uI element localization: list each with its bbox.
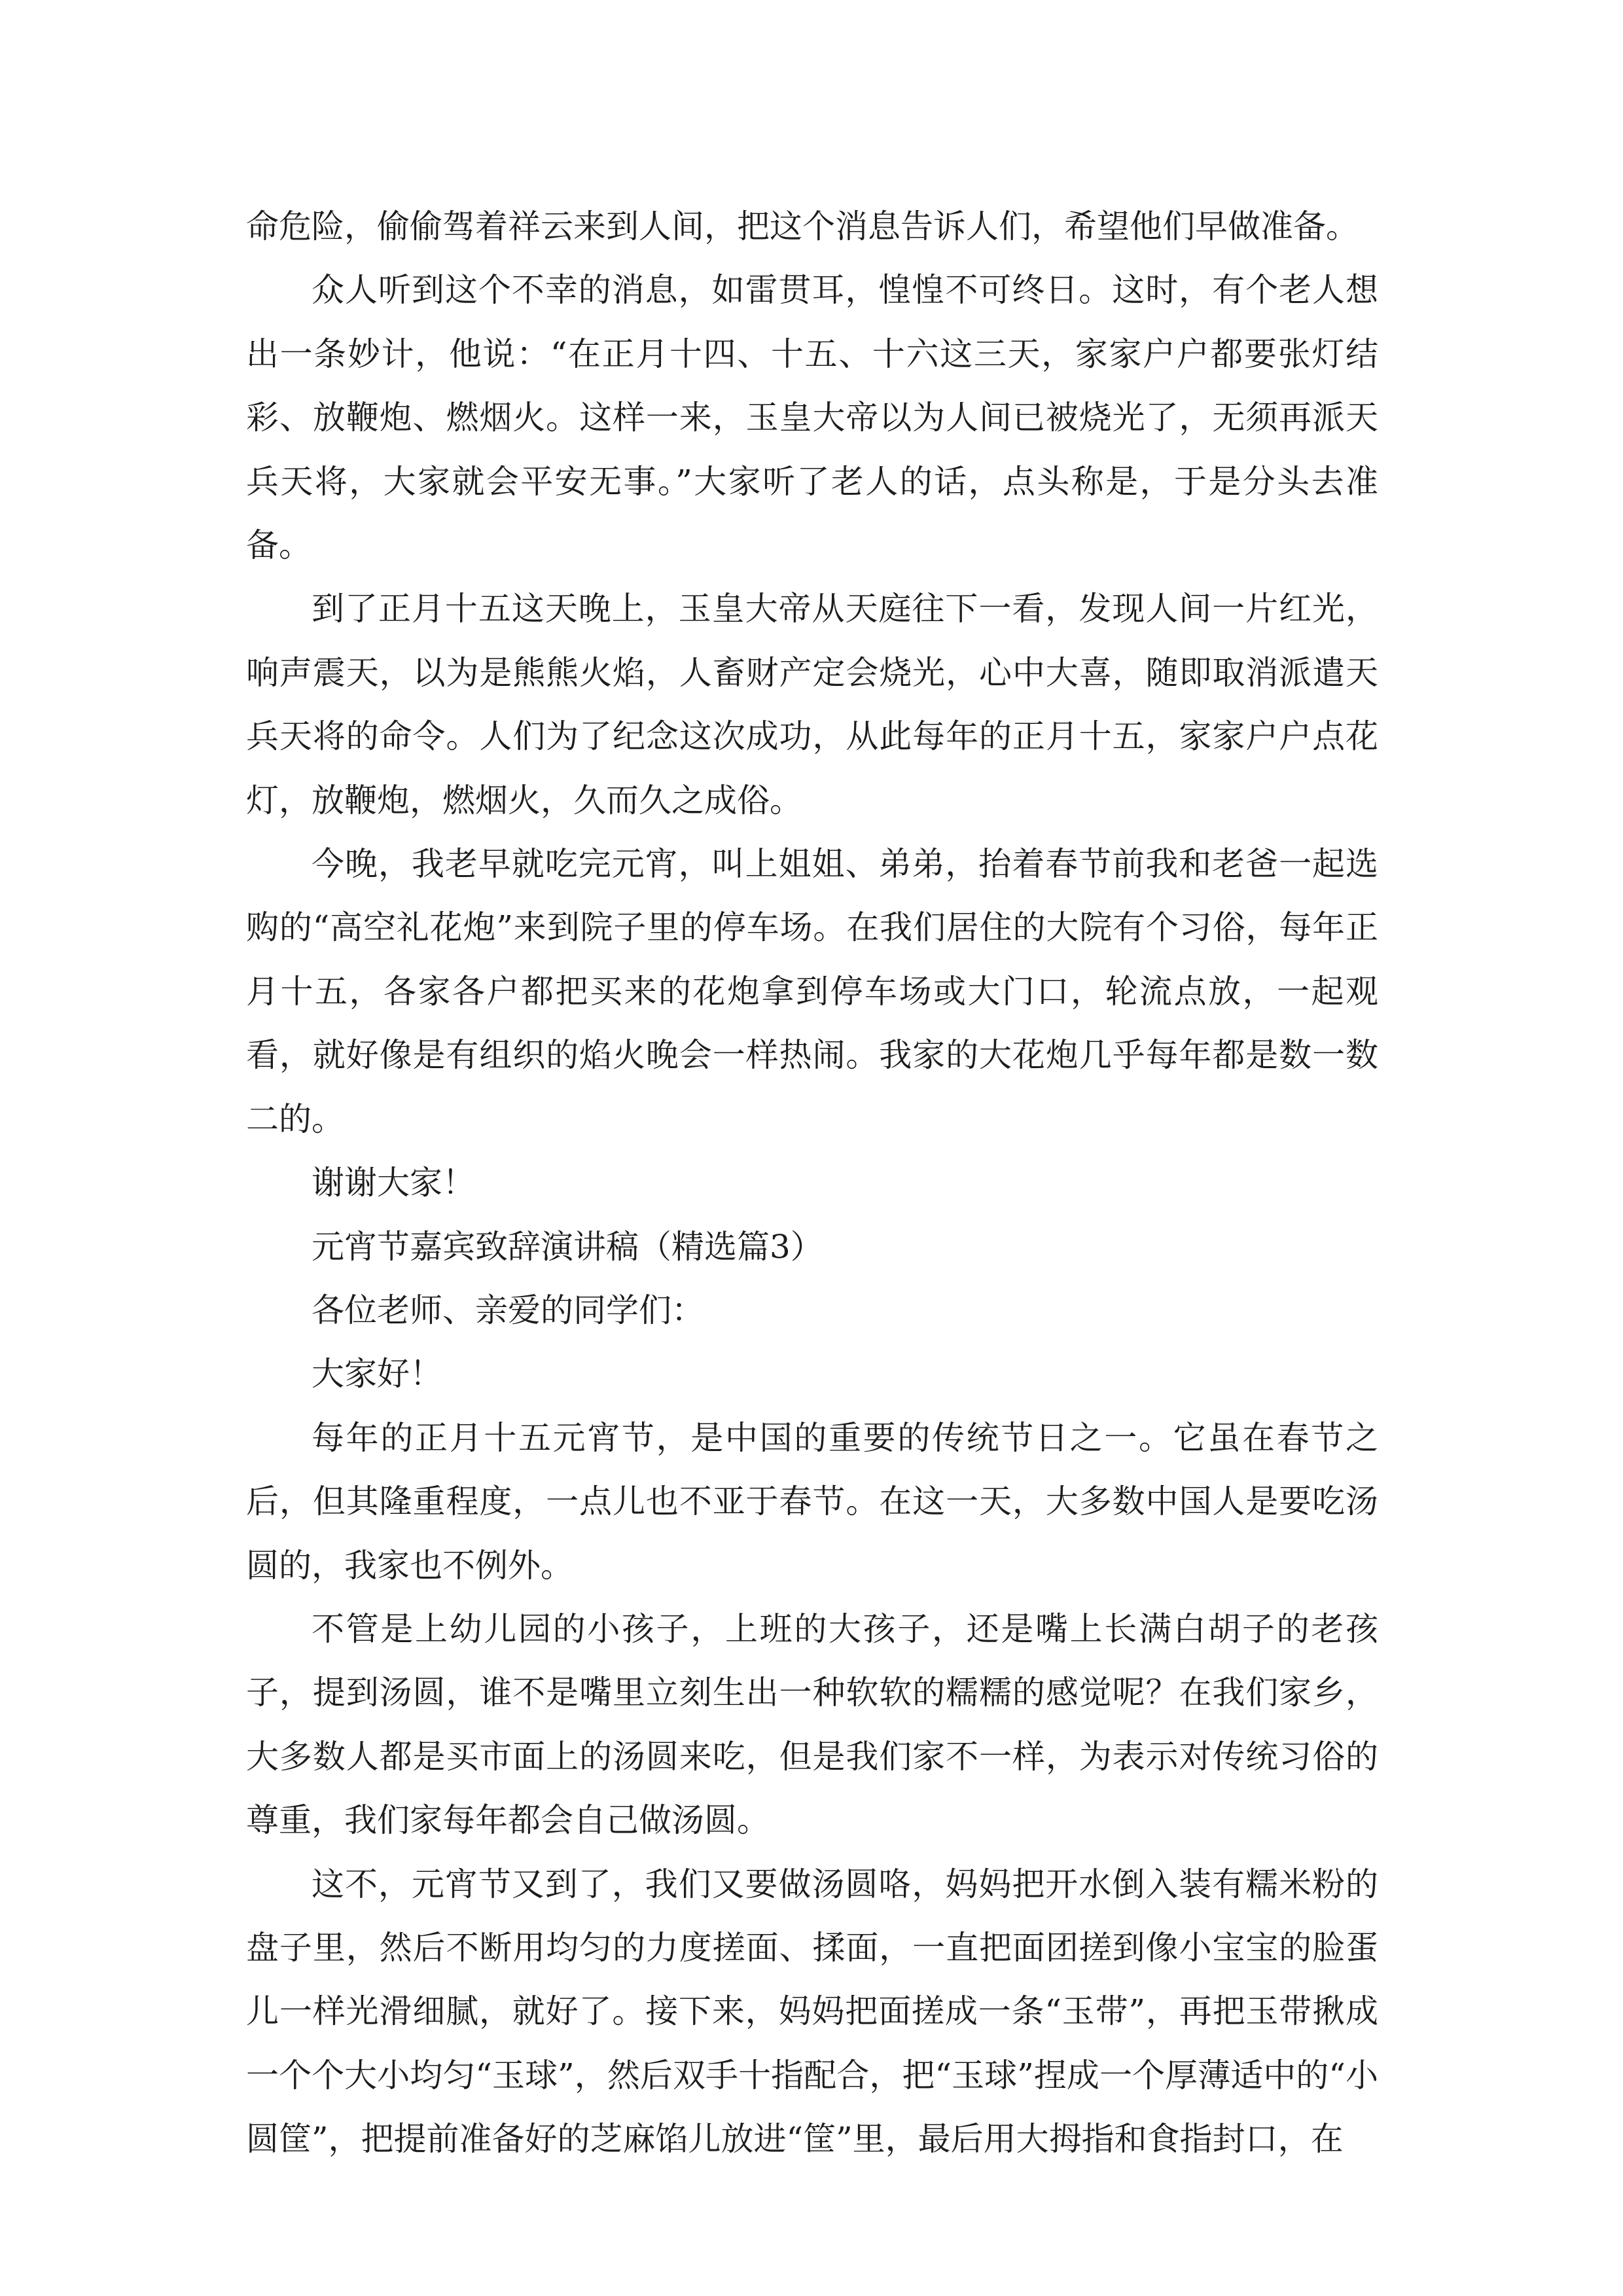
closing-line: 谢谢大家！ [312, 1164, 475, 1202]
paragraph: 这不，元宵节又到了，我们又要做汤圆咯，妈妈把开水倒入装有糯米粉的盘子里，然后不断用均匀的力度搓面、揉面，一直把面团搓到像小宝宝的脸蛋儿一样光滑细腻，就好了。接下来，妈妈把面搓成一条“玉带”，再把玉带揪成一个个大小均匀“玉球”，然后双手十指配合，把“玉球”捏成一个厚薄适中的“小圆筐”，把提前准备好的芝麻馅儿放进“筐”里，最后用大拇指和食指封口，在 [246, 1865, 1378, 2159]
paragraph: 今晚，我老早就吃完元宵，叫上姐姐、弟弟，抬着春节前我和老爸一起选购的“高空礼花炮”来到院子里的停车场。在我们居住的大院有个习俗，每年正月十五，各家各户都把买来的花炮拿到停车场或大门口，轮流点放，一起观看，就好像是有组织的焰火晚会一样热闹。我家的大花炮几乎每年都是数一数二的。 [246, 845, 1378, 1138]
greeting: 大家好！ [312, 1355, 442, 1393]
paragraph: 命危险，偷偷驾着祥云来到人间，把这个消息告诉人们，希望他们早做准备。 [246, 207, 1359, 245]
salutation: 各位老师、亲爱的同学们： [312, 1291, 704, 1329]
section-title: 元宵节嘉宾致辞演讲稿（精选篇3） [312, 1227, 823, 1266]
paragraph: 到了正月十五这天晚上，玉皇大帝从天庭往下一看，发现人间一片红光，响声震天，以为是熊熊火焰，人畜财产定会烧光，心中大喜，随即取消派遣天兵天将的命令。人们为了纪念这次成功，从此每年的正月十五，家家户户点花灯，放鞭炮，燃烟火，久而久之成俗。 [246, 590, 1378, 819]
paragraph: 不管是上幼儿园的小孩子，上班的大孩子，还是嘴上长满白胡子的老孩子，提到汤圆，谁不是嘴里立刻生出一种软软的糯糯的感觉呢？在我们家乡，大多数人都是买市面上的汤圆来吃，但是我们家不一样，为表示对传统习俗的尊重，我们家每年都会自己做汤圆。 [246, 1609, 1378, 1840]
document-body [246, 195, 1378, 2172]
paragraph: 众人听到这个不幸的消息，如雷贯耳，惶惶不可终日。这时，有个老人想出一条妙计，他说：“在正月十四、十五、十六这三天，家家户户都要张灯结彩、放鞭炮、燃烟火。这样一来，玉皇大帝以为人间已被烧光了，无须再派天兵天将，大家就会平安无事。”大家听了老人的话，点头称是，于是分头去准备。 [246, 271, 1378, 565]
paragraph: 每年的正月十五元宵节，是中国的重要的传统节日之一。它虽在春节之后，但其隆重程度，一点儿也不亚于春节。在这一天，大多数中国人是要吃汤圆的，我家也不例外。 [246, 1418, 1378, 1585]
